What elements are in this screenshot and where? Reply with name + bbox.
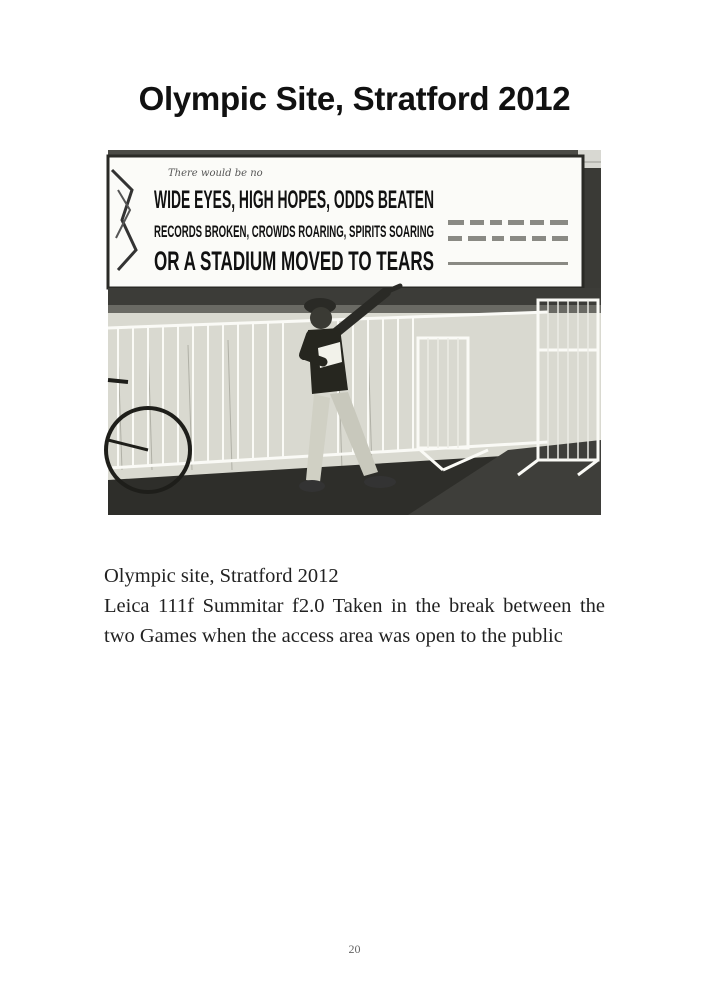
- banner-line-2: RECORDS BROKEN, CROWDS ROARING, SPIRITS SOARING: [154, 222, 434, 241]
- banner-small-text: There would be no: [168, 168, 263, 179]
- page-number: 20: [348, 942, 361, 956]
- caption-title: Olympic site, Stratford 2012: [104, 565, 339, 587]
- banner-line-3: OR A STADIUM MOVED TO TEARS: [154, 246, 434, 276]
- olympic-photo: [108, 150, 601, 515]
- caption-text: Leica 111f Summitar f2.0 Taken in the break between the two Games when the access area was open to the public: [104, 595, 605, 647]
- page-title: Olympic Site, Stratford 2012: [138, 80, 571, 117]
- photo-caption: [104, 561, 605, 651]
- banner-line-1: WIDE EYES, HIGH HOPES, ODDS BEATEN: [154, 186, 434, 214]
